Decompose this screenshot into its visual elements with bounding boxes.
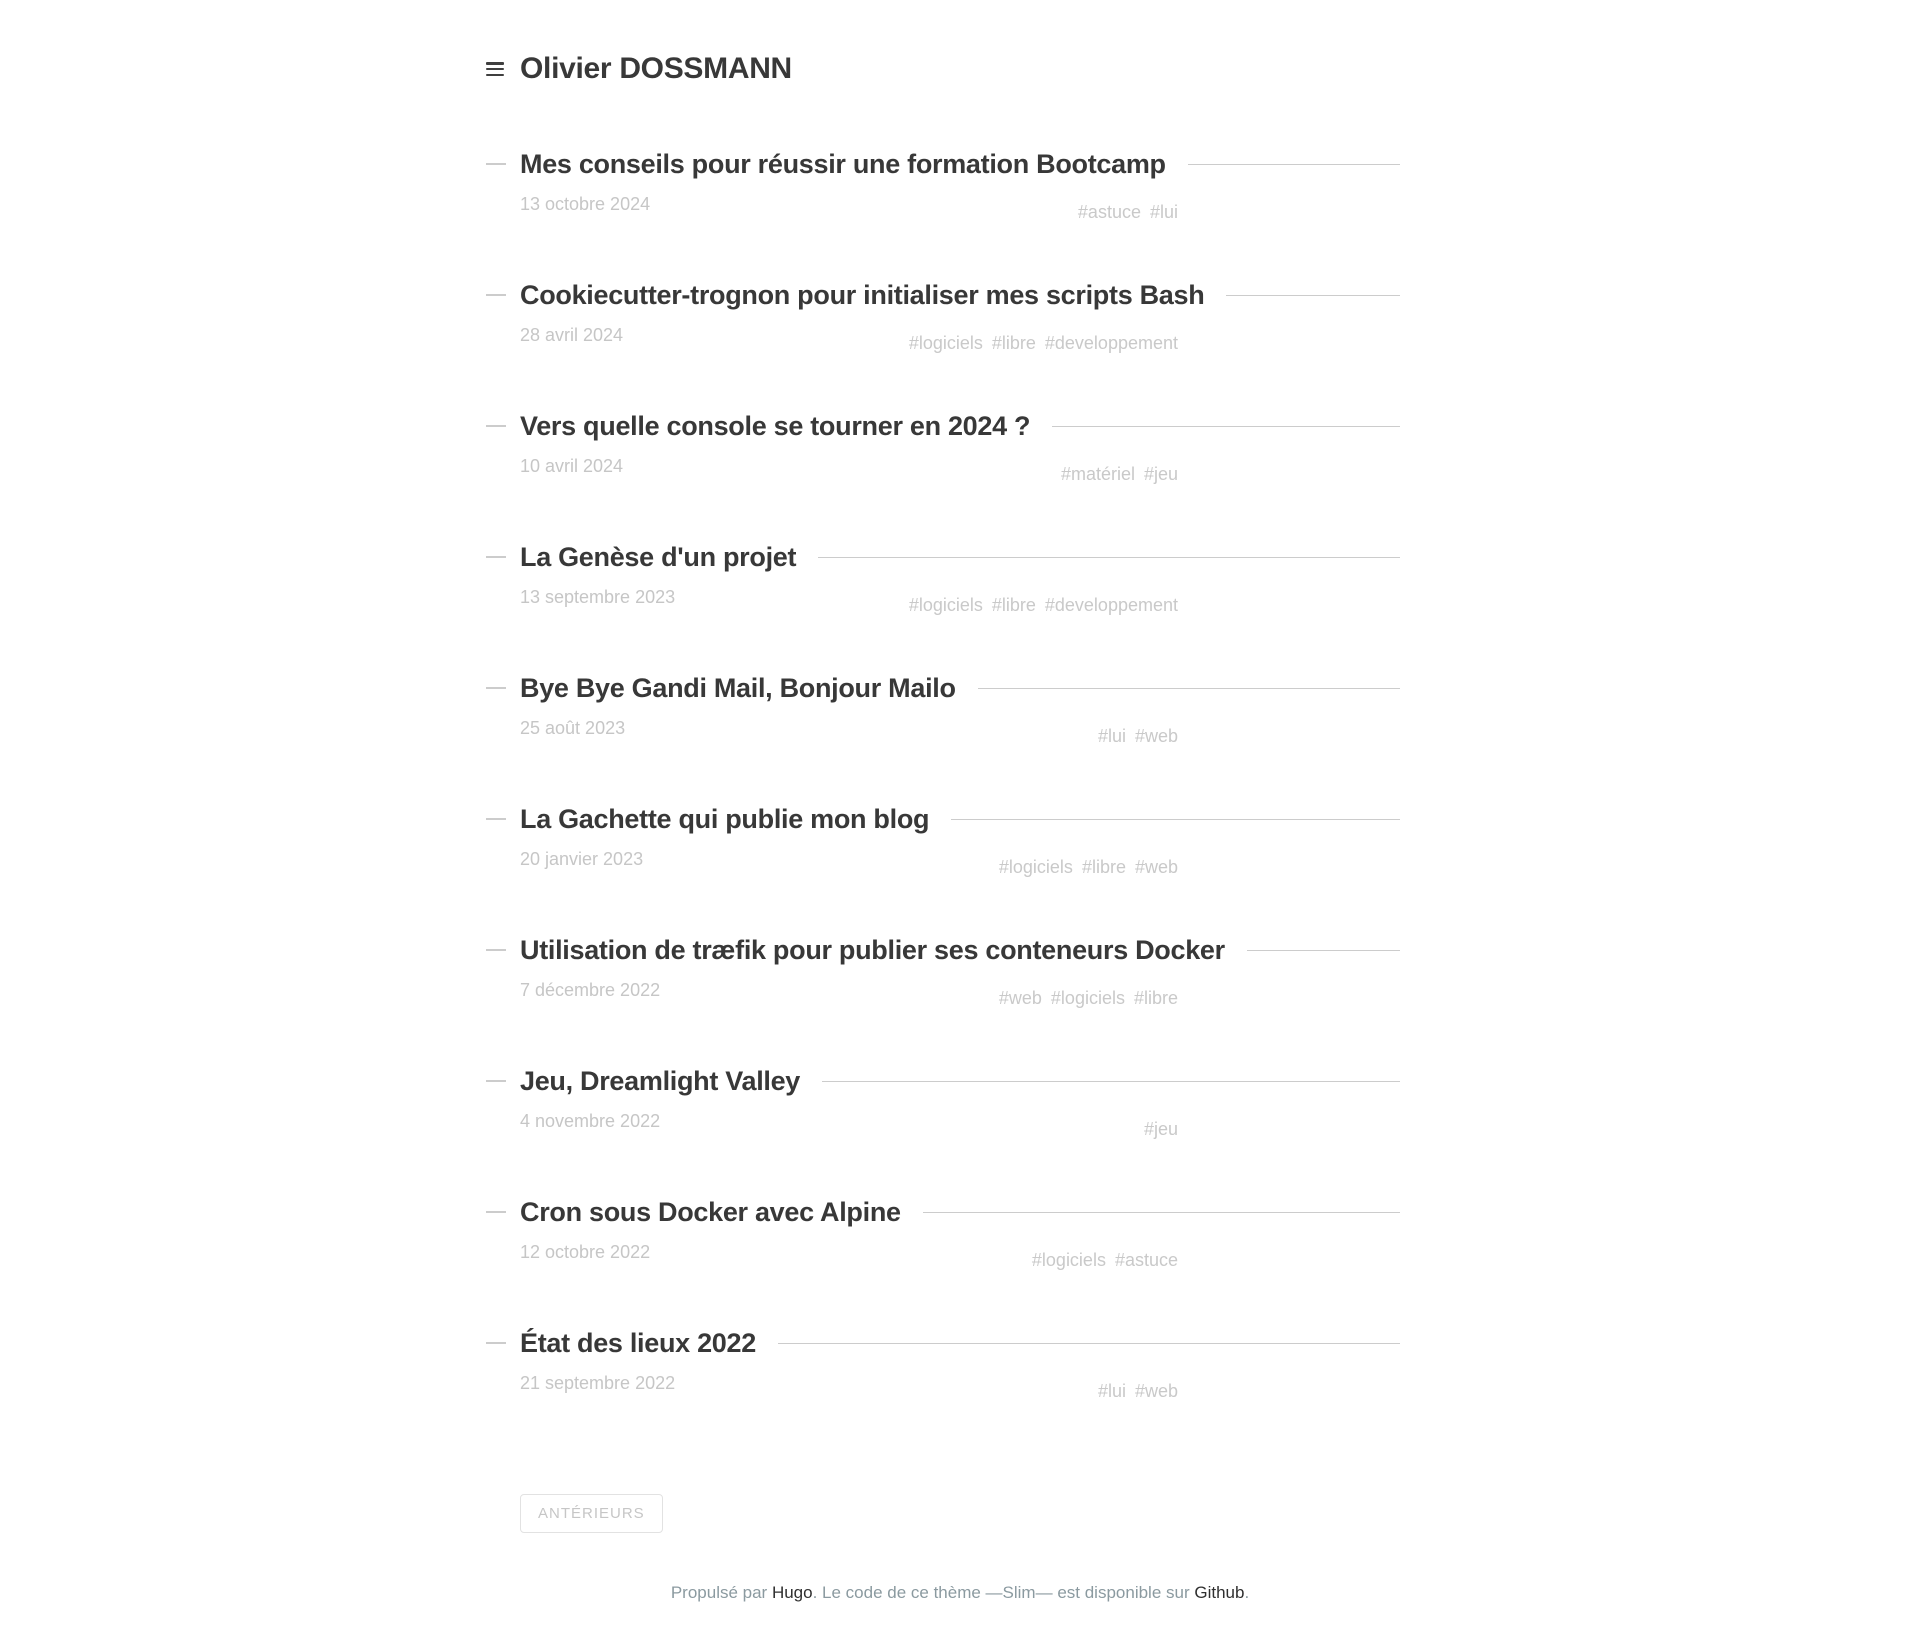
post-meta [520,323,1400,353]
post-item [520,408,1400,484]
title-divider-line [923,1212,1400,1213]
post-title-row [520,670,1400,706]
post-title-link[interactable]: Cron sous Docker avec Alpine [520,1197,901,1227]
post-tags [1032,1250,1178,1271]
content-container [520,52,1400,1606]
title-divider-line [978,688,1400,689]
post-title-row [520,408,1400,444]
post-date: 25 août 2023 [520,718,626,738]
title-divider-line [951,819,1400,820]
dash-marker-icon [486,425,506,427]
pagination [520,1494,1400,1533]
post-date: 7 décembre 2022 [520,980,661,1000]
dash-marker-icon [486,1080,506,1082]
footer-text: Propulsé par [670,1583,772,1602]
post-meta [520,978,1400,1008]
post-title-link[interactable]: Jeu, Dreamlight Valley [520,1066,801,1096]
post-item [520,670,1400,746]
footer-text: . [1244,1583,1250,1602]
post-list [520,146,1400,1401]
site-header [520,52,1400,86]
post-date: 12 octobre 2022 [520,1242,651,1262]
tag-link[interactable]: #jeu [1143,1119,1178,1139]
post-tags [1098,1381,1178,1402]
tag-link[interactable]: #logiciels [1050,988,1125,1008]
tag-link[interactable]: #matériel [1060,464,1135,484]
post-tags [909,333,1178,354]
post-date: 21 septembre 2022 [520,1373,676,1393]
post-item [520,1194,1400,1270]
tag-link[interactable]: #lui [1149,202,1178,222]
post-title-link[interactable]: Bye Bye Gandi Mail, Bonjour Mailo [520,673,956,703]
tag-link[interactable]: #libre [991,333,1036,353]
dash-marker-icon [486,294,506,296]
hamburger-bar [486,68,504,71]
tag-link[interactable]: #logiciels [908,595,983,615]
dash-marker-icon [486,1342,506,1344]
tag-link[interactable]: #logiciels [908,333,983,353]
post-tags [999,857,1178,878]
dash-marker-icon [486,687,506,689]
dash-marker-icon [486,818,506,820]
post-title-link[interactable]: La Gachette qui publie mon blog [520,804,930,834]
post-tags [1061,464,1178,485]
post-date: 4 novembre 2022 [520,1111,661,1131]
post-item [520,932,1400,1008]
tag-link[interactable]: #astuce [1077,202,1141,222]
tag-link[interactable]: #astuce [1114,1250,1178,1270]
post-title-row [520,277,1400,313]
title-divider-line [1226,295,1400,296]
title-divider-line [1052,426,1400,427]
post-item [520,1063,1400,1139]
github-link[interactable]: Github [1194,1583,1245,1602]
tag-link[interactable]: #web [998,988,1042,1008]
tag-link[interactable]: #libre [1133,988,1178,1008]
title-divider-line [1188,164,1400,165]
post-tags [1078,202,1178,223]
tag-link[interactable]: #developpement [1044,595,1178,615]
post-tags [1144,1119,1178,1140]
post-title-link[interactable]: La Genèse d'un projet [520,542,797,572]
post-title-row [520,932,1400,968]
post-title-row [520,1194,1400,1230]
older-posts-button[interactable]: ANTÉRIEURS [520,1494,663,1533]
tag-link[interactable]: #lui [1097,726,1126,746]
site-title[interactable]: Olivier DOSSMANN [520,52,792,85]
post-title-link[interactable]: État des lieux 2022 [520,1328,756,1358]
post-meta [520,847,1400,877]
post-meta [520,1240,1400,1270]
tag-link[interactable]: #logiciels [998,857,1073,877]
post-title-link[interactable]: Vers quelle console se tourner en 2024 ? [520,411,1031,441]
post-meta [520,585,1400,615]
post-item [520,539,1400,615]
post-meta [520,192,1400,222]
tag-link[interactable]: #developpement [1044,333,1178,353]
dash-marker-icon [486,556,506,558]
hamburger-bar [486,62,504,65]
title-divider-line [822,1081,1400,1082]
post-date: 13 septembre 2023 [520,587,676,607]
tag-link[interactable]: #jeu [1143,464,1178,484]
post-date: 20 janvier 2023 [520,849,644,869]
post-item [520,146,1400,222]
tag-link[interactable]: #web [1134,726,1178,746]
post-date: 10 avril 2024 [520,456,624,476]
post-tags [909,595,1178,616]
post-meta [520,716,1400,746]
post-date: 13 octobre 2024 [520,194,651,214]
post-title-row [520,146,1400,182]
tag-link[interactable]: #lui [1097,1381,1126,1401]
post-title-link[interactable]: Cookiecutter-trognon pour initialiser mes scripts Bash [520,280,1205,310]
post-title-row [520,801,1400,837]
title-divider-line [818,557,1400,558]
dash-marker-icon [486,949,506,951]
post-date: 28 avril 2024 [520,325,624,345]
title-divider-line [1247,950,1400,951]
post-tags [1098,726,1178,747]
post-tags [999,988,1178,1009]
hamburger-bar [486,74,504,77]
hamburger-icon[interactable] [486,62,504,76]
dash-marker-icon [486,1211,506,1213]
post-meta [520,1371,1400,1401]
post-title-link[interactable]: Utilisation de træfik pour publier ses conteneurs Docker [520,935,1225,965]
post-meta [520,454,1400,484]
post-title-row [520,1063,1400,1099]
title-divider-line [778,1343,1400,1344]
hugo-link[interactable]: Hugo [771,1583,813,1602]
post-title-link[interactable]: Mes conseils pour réussir une formation Bootcamp [520,149,1166,179]
tag-link[interactable]: #web [1134,857,1178,877]
tag-link[interactable]: #web [1134,1381,1178,1401]
post-item [520,801,1400,877]
post-meta [520,1109,1400,1139]
dash-marker-icon [486,163,506,165]
site-footer [520,1580,1400,1606]
tag-link[interactable]: #libre [991,595,1036,615]
tag-link[interactable]: #libre [1081,857,1126,877]
post-title-row [520,1325,1400,1361]
post-item [520,277,1400,353]
post-item [520,1325,1400,1401]
footer-text: . Le code de ce thème —Slim— est disponible sur [812,1583,1195,1602]
post-title-row [520,539,1400,575]
tag-link[interactable]: #logiciels [1031,1250,1106,1270]
